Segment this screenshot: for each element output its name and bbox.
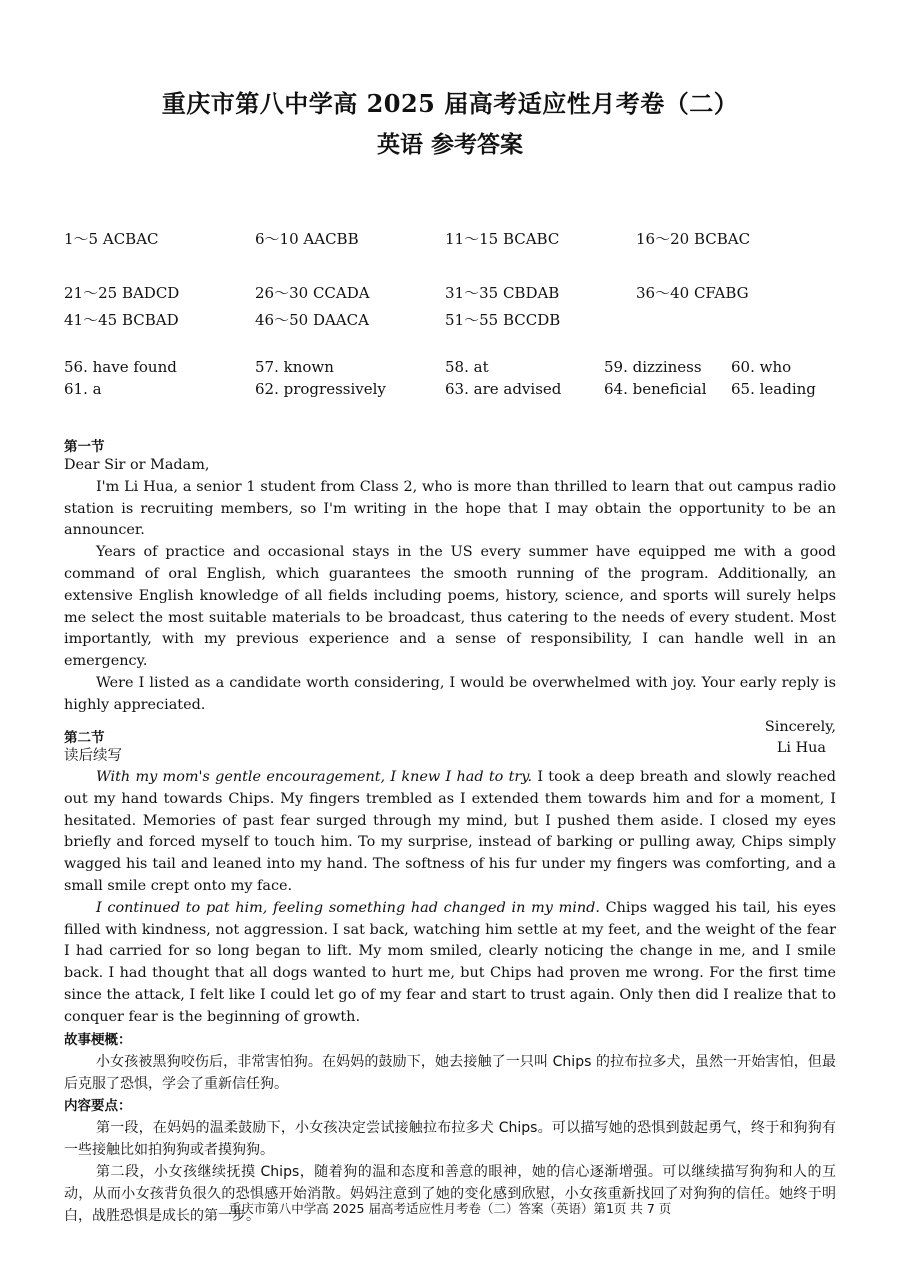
answer-item: 58. at [445, 358, 489, 376]
letter-closing: Sincerely, [764, 718, 836, 735]
page-title: 重庆市第八中学高 2025 届高考适应性月考卷（二） [161, 89, 739, 118]
paragraph-lead-sentence: With my mom's gentle encouragement, I knew I had to try. [96, 769, 533, 785]
points-heading: 内容要点： [64, 1097, 132, 1114]
answer-item: 62. progressively [255, 380, 386, 398]
key-point: 第一段，在妈妈的温柔鼓励下，小女孩决定尝试接触拉布拉多犬 Chips。可以描写她的恐惧到鼓起勇气，终于和狗狗有一些接触比如拍狗狗或者摸狗狗。 [64, 1119, 836, 1158]
section-subheading: 读后续写 [64, 748, 122, 764]
answer-group: 36～40 CFABG [636, 284, 749, 302]
paragraph-body: Chips wagged his tail, his eyes filled with kindness, not aggression. I sat back, watching him settle at my feet, and the weight of the fear I had carried for so long began to lift. My mom smiled, clearly noticing the change in me, and I smile back. I had thought that all dogs wanted to hurt me, but Chips had proven me wrong. For the first time since the attack, I felt like I could let go of my fear and start to trust again. Only then did I realize that to conquer fear is the beginning of growth. [64, 899, 836, 1025]
summary-heading: 故事梗概： [64, 1031, 132, 1048]
answer-item: 61. a [64, 380, 102, 398]
answer-item: 65. leading [731, 380, 816, 398]
paragraph-lead-sentence: I continued to pat him, feeling something had changed in my mind. [96, 899, 600, 916]
summary-text: 小女孩被黑狗咬伤后，非常害怕狗。在妈妈的鼓励下，她去接触了一只叫 Chips 的拉布拉多犬，虽然一开始害怕，但最后克服了恐惧，学会了重新信任狗。 [64, 1053, 836, 1092]
answer-item: 64. beneficial [604, 380, 707, 398]
page-subtitle: 英语 参考答案 [376, 131, 523, 158]
letter-signature: Li Hua [776, 740, 826, 757]
answer-item: 60. who [731, 358, 792, 376]
answer-item: 63. are advised [445, 380, 562, 398]
answer-group: 11～15 BCABC [445, 230, 560, 248]
answer-group: 16～20 BCBAC [636, 230, 751, 248]
answer-group: 46～50 DAACA [255, 311, 369, 329]
answer-item: 57. known [255, 358, 334, 376]
answer-group: 41～45 BCBAD [64, 311, 179, 329]
answer-group: 31～35 CBDAB [445, 284, 560, 302]
letter-paragraph: Years of practice and occasional stays in the US every summer have equipped me with a good command of oral English, which guarantees the smooth running of the program. Additionally, an extensive English knowledge of all fields including poems, history, science, and sports will surely helps me select the most suitable materials to be broadcast, thus catering to the needs of every student. Most importantly, with my previous experience and a sense of responsibility, I can handle well in an emergency. [64, 544, 836, 670]
story-paragraph [64, 767, 836, 898]
section-heading: 第二节 [64, 730, 105, 746]
key-point: 第二段，小女孩继续抚摸 Chips，随着狗的温和态度和善意的眼神，她的信心逐渐增强。可以继续描写狗狗和人的互动，从而小女孩背负很久的恐惧感开始消散。妈妈注意到了她的变化感到欣慰，小女孩重新找回了对狗狗的信任。她终于明白，战胜恐惧是成长的第一步。 [64, 1163, 836, 1224]
answer-group: 6～10 AACBB [255, 230, 359, 248]
answer-group: 1～5 ACBAC [64, 230, 159, 248]
letter [64, 455, 836, 760]
letter-paragraph: Were I listed as a candidate worth considering, I would be overwhelmed with joy. Your early reply is highly appreciated. [64, 674, 836, 713]
letter-paragraph: I'm Li Hua, a senior 1 student from Class 2, who is more than thrilled to learn that out campus radio station is recruiting members, so I'm writing in the hope that I may obtain the opportunity to be an announcer. [64, 478, 836, 539]
answer-item: 56. have found [64, 358, 177, 376]
letter-greeting: Dear Sir or Madam, [64, 457, 210, 473]
section-heading: 第一节 [64, 439, 105, 455]
answer-group: 26～30 CCADA [255, 284, 370, 302]
paragraph-body: I took a deep breath and slowly reached out my hand towards Chips. My fingers trembled as I extended them towards him and for a moment, I hesitated. Memories of past fear surged through my mind, but I pushed them aside. I closed my eyes briefly and forced myself to touch him. To my surprise, instead of barking or pulling away, Chips simply wagged his tail and leaned into my hand. The softness of his fur under my fingers was comforting, and a small smile crept onto my face. [64, 769, 836, 894]
page-footer: 重庆市第八中学高 2025 届高考适应性月考卷（二）答案（英语）第1页 共 7 页 [228, 1201, 672, 1216]
story-paragraph [64, 898, 836, 1029]
answer-group: 51～55 BCCDB [445, 311, 561, 329]
continuation-writing [64, 745, 836, 1227]
answer-group: 21～25 BADCD [64, 284, 180, 302]
answer-item: 59. dizziness [604, 358, 702, 376]
